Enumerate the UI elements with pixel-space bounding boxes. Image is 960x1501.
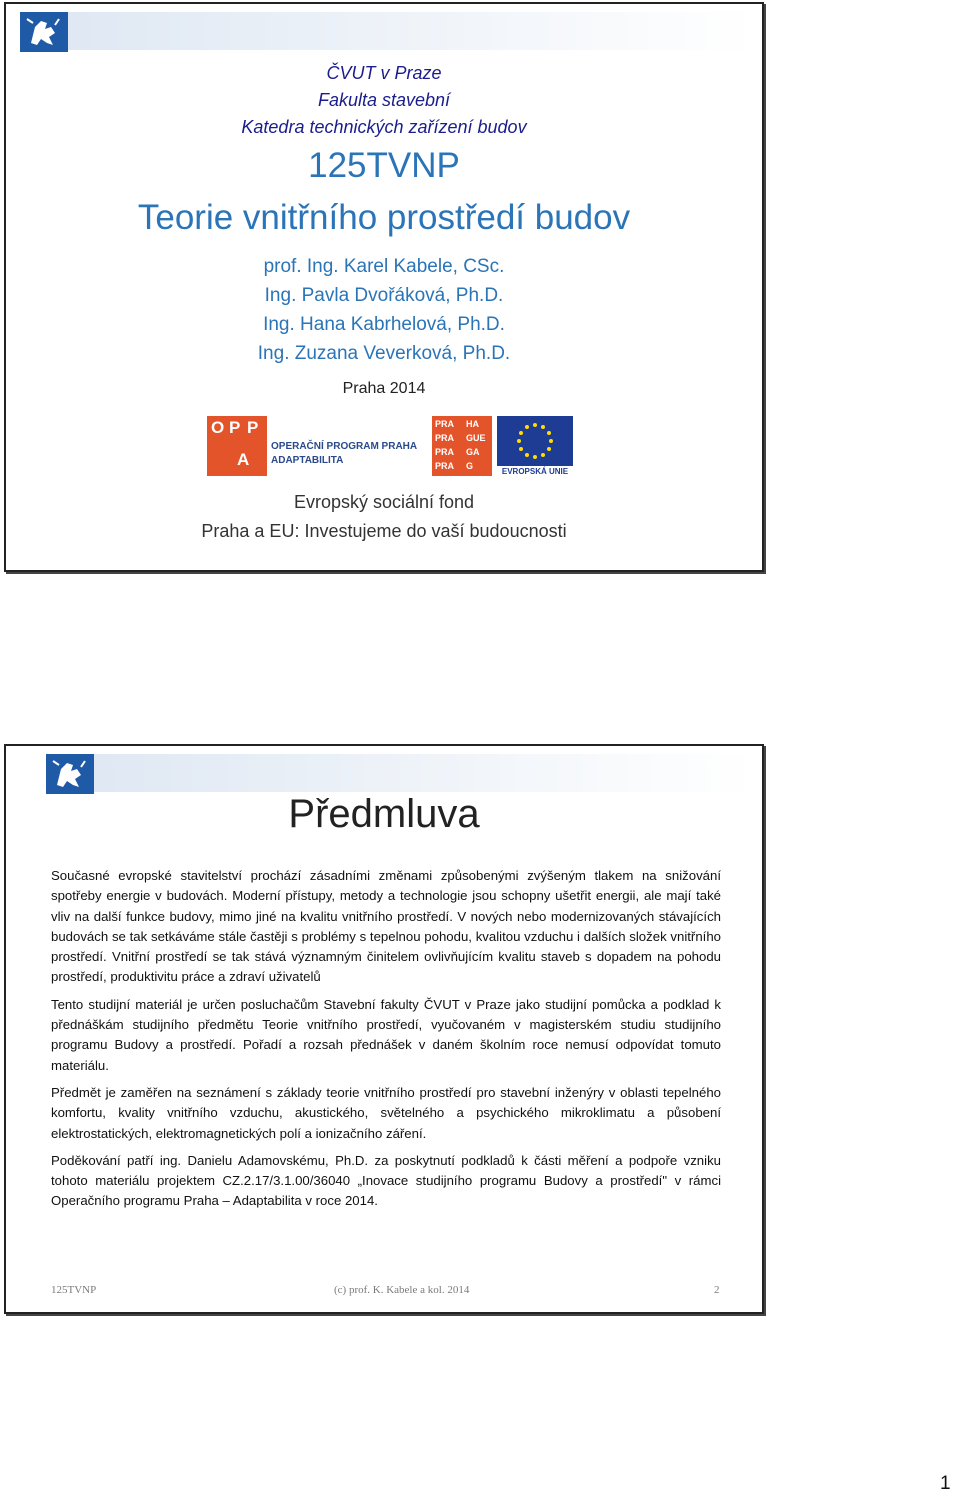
footer-course-code: 125TVNP [51, 1284, 97, 1296]
oppa-logo: O P P A [207, 416, 267, 476]
eu-flag-icon [497, 416, 573, 466]
course-title: Teorie vnitřního prostředí budov [137, 198, 631, 237]
paragraph: Současné evropské stavitelství prochází zásadními změnami způsobenými zvýšeným tlakem na snižování spotřeby energie v budovách. Moderní přístupy, metody a technologie jsou schopny ušetřit energii, ale mají také vliv na další funkce budovy, mimo jiné na kvalitu vnitřního prostředí. V nových nebo modernizovaných stávajících budovách se tak setkáváme stále častěji s problémy s tepelnou pohodu, kvalitou vzduchu i dalších složek vnitřního prostředí. Vnitřní prostředí se tak stává významným činitelem ovlivňujícím kvalitu staveb s dopadem na pohodu prostředí, produktivitu práce a zdraví uživatelů [51, 868, 721, 985]
fund-line-2: Praha a EU: Investujeme do vaší budoucnosti [201, 521, 567, 541]
preface-slide [4, 744, 764, 1314]
cvut-lion-logo-icon [46, 754, 94, 794]
city-year: Praha 2014 [342, 380, 426, 397]
header-strip [68, 12, 756, 50]
author: prof. Ing. Karel Kabele, CSc. [263, 256, 505, 277]
slide-title: Předmluva [288, 792, 480, 836]
title-slide [4, 2, 764, 572]
cvut-lion-logo-icon [20, 12, 68, 52]
course-code: 125TVNP [308, 146, 460, 185]
header-strip [94, 754, 756, 792]
paragraph: Poděkování patří ing. Danielu Adamovskému, Ph.D. za poskytnutí podkladů k části měření a podpoře vzniku tohoto materiálu projektem CZ.2.17/3.1.00/36040 „Inovace studijního programu Budovy a prostředí" v rámci Operačního programu Praha – Adaptabilita v roce 2014. [51, 1152, 721, 1209]
institution-faculty: Fakulta stavební [317, 90, 451, 110]
footer-copyright: (c) prof. K. Kabele a kol. 2014 [334, 1284, 470, 1296]
oppa-text: OPERAČNÍ PROGRAM PRAHA ADAPTABILITA [271, 441, 418, 466]
author: Ing. Pavla Dvořáková, Ph.D. [264, 285, 504, 306]
paragraph: Tento studijní materiál je určen posluchačům Stavební fakulty ČVUT v Praze jako studijní pomůcka a podklad k přednáškám studijního předmětu Teorie vnitřního prostředí, vyučovaném v magisterském studiu studijního programu Budovy a prostředí. Pořadí a rozsah přednášek v daném školním roce nemusí odpovídat tomuto materiálu. [51, 996, 721, 1073]
page-number: 1 [940, 1473, 951, 1494]
eu-label: EVROPSKÁ UNIE [501, 467, 569, 476]
institution-university: ČVUT v Praze [326, 63, 442, 83]
paragraph: Předmět je zaměřen na seznámení s základy teorie vnitřního prostředí pro stavební inženýry v oblasti tepelného komfortu, kvality vnitřního vzduchu, akustického, světelného a psychického mikroklimatu a působení elektrostatických, elektromagnetických polí a ionizačního záření. [51, 1084, 721, 1141]
fund-line-1: Evropský sociální fond [293, 492, 475, 512]
praha-logo: PRA HA PRA GUE PRA GA PRA G [432, 416, 492, 476]
author: Ing. Zuzana Veverková, Ph.D. [257, 343, 511, 364]
institution-department: Katedra technických zařízení budov [241, 117, 527, 137]
preface-body [51, 866, 721, 1219]
author: Ing. Hana Kabrhelová, Ph.D. [263, 314, 505, 335]
footer-slide-number: 2 [714, 1284, 720, 1296]
